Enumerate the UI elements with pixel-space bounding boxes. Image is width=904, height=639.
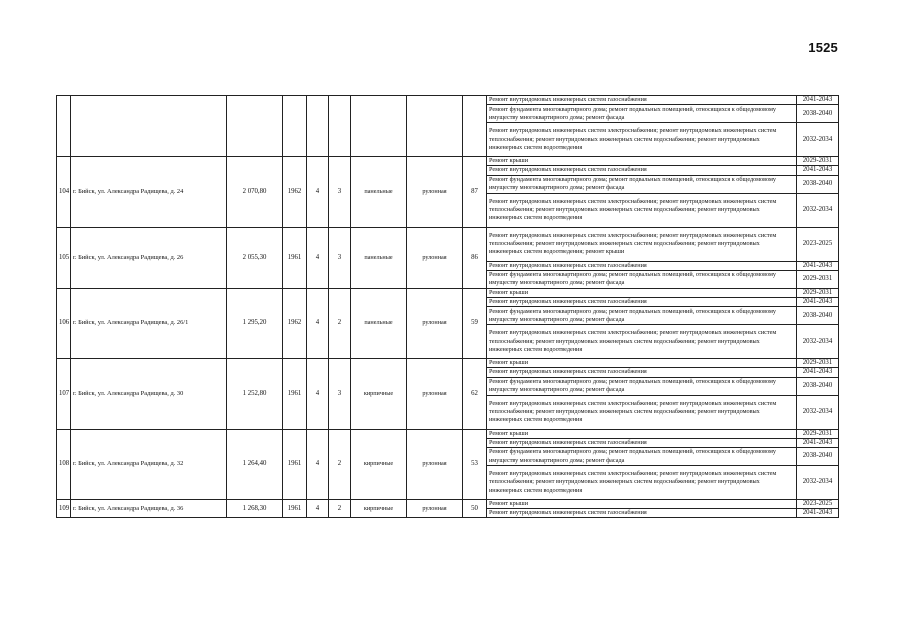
period-cell: 2032-2034	[797, 193, 839, 227]
entrances-cell: 3	[329, 157, 351, 227]
walls-cell: кирпичные	[351, 359, 407, 429]
year-cell: 1962	[283, 157, 307, 227]
period-cell: 2041-2043	[797, 298, 839, 307]
work-cell: Ремонт крыши	[487, 288, 797, 297]
walls-cell	[351, 96, 407, 157]
entrances-cell: 3	[329, 227, 351, 288]
address-cell: г. Бийск, ул. Александра Радищева, д. 32	[71, 429, 227, 499]
entrances-cell: 2	[329, 429, 351, 499]
work-cell: Ремонт крыши	[487, 157, 797, 166]
area-cell	[227, 96, 283, 157]
work-cell: Ремонт крыши	[487, 359, 797, 368]
wear-cell: 62	[463, 359, 487, 429]
wear-cell: 59	[463, 288, 487, 358]
period-cell: 2038-2040	[797, 448, 839, 466]
period-cell: 2032-2034	[797, 466, 839, 500]
entrances-cell: 3	[329, 359, 351, 429]
period-cell: 2023-2025	[797, 227, 839, 261]
period-cell: 2029-2031	[797, 157, 839, 166]
area-cell: 1 268,30	[227, 500, 283, 518]
work-cell: Ремонт фундамента многоквартирного дома; ремонт подвальных помещений, относящихся к общедомовому имуществу многоквартирного дома; ремонт фасада	[487, 270, 797, 288]
work-cell: Ремонт внутридомовых инженерных систем электроснабжения; ремонт внутридомовых инженерных систем теплоснабжения; ремонт внутридомовых инженерных систем водоснабжения; ремонт внутридомовых инженерных систем водоотведения	[487, 193, 797, 227]
walls-cell: кирпичные	[351, 500, 407, 518]
work-cell: Ремонт внутридомовых инженерных систем электроснабжения; ремонт внутридомовых инженерных систем теплоснабжения; ремонт внутридомовых инженерных систем водоснабжения; ремонт внутридомовых инженерных систем водоотведения	[487, 123, 797, 157]
work-cell: Ремонт внутридомовых инженерных систем электроснабжения; ремонт внутридомовых инженерных систем теплоснабжения; ремонт внутридомовых инженерных систем водоснабжения; ремонт внутридомовых инженерных систем водоотведения	[487, 466, 797, 500]
roof-type-cell: рулонная	[407, 359, 463, 429]
work-cell: Ремонт фундамента многоквартирного дома; ремонт подвальных помещений, относящихся к общедомовому имуществу многоквартирного дома; ремонт фасада	[487, 175, 797, 193]
work-cell: Ремонт крыши	[487, 429, 797, 438]
period-cell: 2029-2031	[797, 288, 839, 297]
floors-cell: 4	[307, 288, 329, 358]
period-cell: 2023-2025	[797, 500, 839, 509]
period-cell: 2029-2031	[797, 359, 839, 368]
year-cell: 1961	[283, 359, 307, 429]
area-cell: 1 295,20	[227, 288, 283, 358]
period-cell: 2029-2031	[797, 270, 839, 288]
work-cell: Ремонт фундамента многоквартирного дома; ремонт подвальных помещений, относящихся к общедомовому имуществу многоквартирного дома; ремонт фасада	[487, 105, 797, 123]
year-cell: 1961	[283, 500, 307, 518]
table-row	[57, 288, 839, 297]
wear-cell: 50	[463, 500, 487, 518]
floors-cell: 4	[307, 359, 329, 429]
wear-cell	[463, 96, 487, 157]
entrances-cell: 2	[329, 500, 351, 518]
area-cell: 1 252,80	[227, 359, 283, 429]
period-cell: 2029-2031	[797, 429, 839, 438]
num-cell: 109	[57, 500, 71, 518]
work-cell: Ремонт внутридомовых инженерных систем электроснабжения; ремонт внутридомовых инженерных систем теплоснабжения; ремонт внутридомовых инженерных систем водоснабжения; ремонт внутридомовых инженерных систем водоотведения	[487, 395, 797, 429]
wear-cell: 53	[463, 429, 487, 499]
address-cell	[71, 96, 227, 157]
period-cell: 2032-2034	[797, 395, 839, 429]
period-cell: 2038-2040	[797, 377, 839, 395]
walls-cell: панельные	[351, 157, 407, 227]
period-cell: 2041-2043	[797, 166, 839, 175]
entrances-cell: 2	[329, 288, 351, 358]
page-number: 1525	[808, 40, 838, 55]
period-cell: 2041-2043	[797, 509, 839, 518]
address-cell: г. Бийск, ул. Александра Радищева, д. 26	[71, 227, 227, 288]
period-cell: 2038-2040	[797, 105, 839, 123]
period-cell: 2041-2043	[797, 96, 839, 105]
num-cell	[57, 96, 71, 157]
work-cell: Ремонт внутридомовых инженерных систем газоснабжения	[487, 438, 797, 447]
year-cell: 1962	[283, 288, 307, 358]
num-cell: 106	[57, 288, 71, 358]
roof-type-cell: рулонная	[407, 157, 463, 227]
address-cell: г. Бийск, ул. Александра Радищева, д. 36	[71, 500, 227, 518]
floors-cell: 4	[307, 227, 329, 288]
roof-type-cell: рулонная	[407, 227, 463, 288]
work-cell: Ремонт фундамента многоквартирного дома; ремонт подвальных помещений, относящихся к общедомовому имуществу многоквартирного дома; ремонт фасада	[487, 307, 797, 325]
walls-cell: панельные	[351, 288, 407, 358]
area-cell: 2 070,80	[227, 157, 283, 227]
roof-type-cell: рулонная	[407, 500, 463, 518]
walls-cell: кирпичные	[351, 429, 407, 499]
address-cell: г. Бийск, ул. Александра Радищева, д. 24	[71, 157, 227, 227]
table-row	[57, 227, 839, 261]
table-row	[57, 429, 839, 438]
roof-type-cell: рулонная	[407, 429, 463, 499]
work-cell: Ремонт внутридомовых инженерных систем газоснабжения	[487, 261, 797, 270]
work-cell: Ремонт внутридомовых инженерных систем газоснабжения	[487, 298, 797, 307]
work-cell: Ремонт фундамента многоквартирного дома; ремонт подвальных помещений, относящихся к общедомовому имуществу многоквартирного дома; ремонт фасада	[487, 448, 797, 466]
walls-cell: панельные	[351, 227, 407, 288]
work-cell: Ремонт внутридомовых инженерных систем электроснабжения; ремонт внутридомовых инженерных систем теплоснабжения; ремонт внутридомовых инженерных систем водоснабжения; ремонт внутридомовых инженерных систем водоотведения; ремонт крыши	[487, 227, 797, 261]
repair-schedule-table	[56, 95, 839, 518]
area-cell: 2 055,30	[227, 227, 283, 288]
floors-cell: 4	[307, 157, 329, 227]
entrances-cell	[329, 96, 351, 157]
num-cell: 105	[57, 227, 71, 288]
work-cell: Ремонт внутридомовых инженерных систем газоснабжения	[487, 368, 797, 377]
period-cell: 2041-2043	[797, 368, 839, 377]
period-cell: 2032-2034	[797, 123, 839, 157]
table-row	[57, 157, 839, 166]
table-row	[57, 96, 839, 105]
period-cell: 2038-2040	[797, 175, 839, 193]
address-cell: г. Бийск, ул. Александра Радищева, д. 26/1	[71, 288, 227, 358]
period-cell: 2038-2040	[797, 307, 839, 325]
num-cell: 104	[57, 157, 71, 227]
wear-cell: 87	[463, 157, 487, 227]
year-cell	[283, 96, 307, 157]
year-cell: 1961	[283, 429, 307, 499]
num-cell: 108	[57, 429, 71, 499]
period-cell: 2041-2043	[797, 261, 839, 270]
work-cell: Ремонт внутридомовых инженерных систем газоснабжения	[487, 96, 797, 105]
work-cell: Ремонт крыши	[487, 500, 797, 509]
area-cell: 1 264,40	[227, 429, 283, 499]
work-cell: Ремонт внутридомовых инженерных систем электроснабжения; ремонт внутридомовых инженерных систем теплоснабжения; ремонт внутридомовых инженерных систем водоснабжения; ремонт внутридомовых инженерных систем водоотведения	[487, 325, 797, 359]
roof-type-cell	[407, 96, 463, 157]
work-cell: Ремонт внутридомовых инженерных систем газоснабжения	[487, 166, 797, 175]
year-cell: 1961	[283, 227, 307, 288]
roof-type-cell: рулонная	[407, 288, 463, 358]
table-row	[57, 359, 839, 368]
period-cell: 2032-2034	[797, 325, 839, 359]
work-cell: Ремонт внутридомовых инженерных систем газоснабжения	[487, 509, 797, 518]
floors-cell: 4	[307, 429, 329, 499]
work-cell: Ремонт фундамента многоквартирного дома; ремонт подвальных помещений, относящихся к общедомовому имуществу многоквартирного дома; ремонт фасада	[487, 377, 797, 395]
floors-cell: 4	[307, 500, 329, 518]
table-row	[57, 500, 839, 509]
floors-cell	[307, 96, 329, 157]
wear-cell: 86	[463, 227, 487, 288]
period-cell: 2041-2043	[797, 438, 839, 447]
address-cell: г. Бийск, ул. Александра Радищева, д. 30	[71, 359, 227, 429]
num-cell: 107	[57, 359, 71, 429]
